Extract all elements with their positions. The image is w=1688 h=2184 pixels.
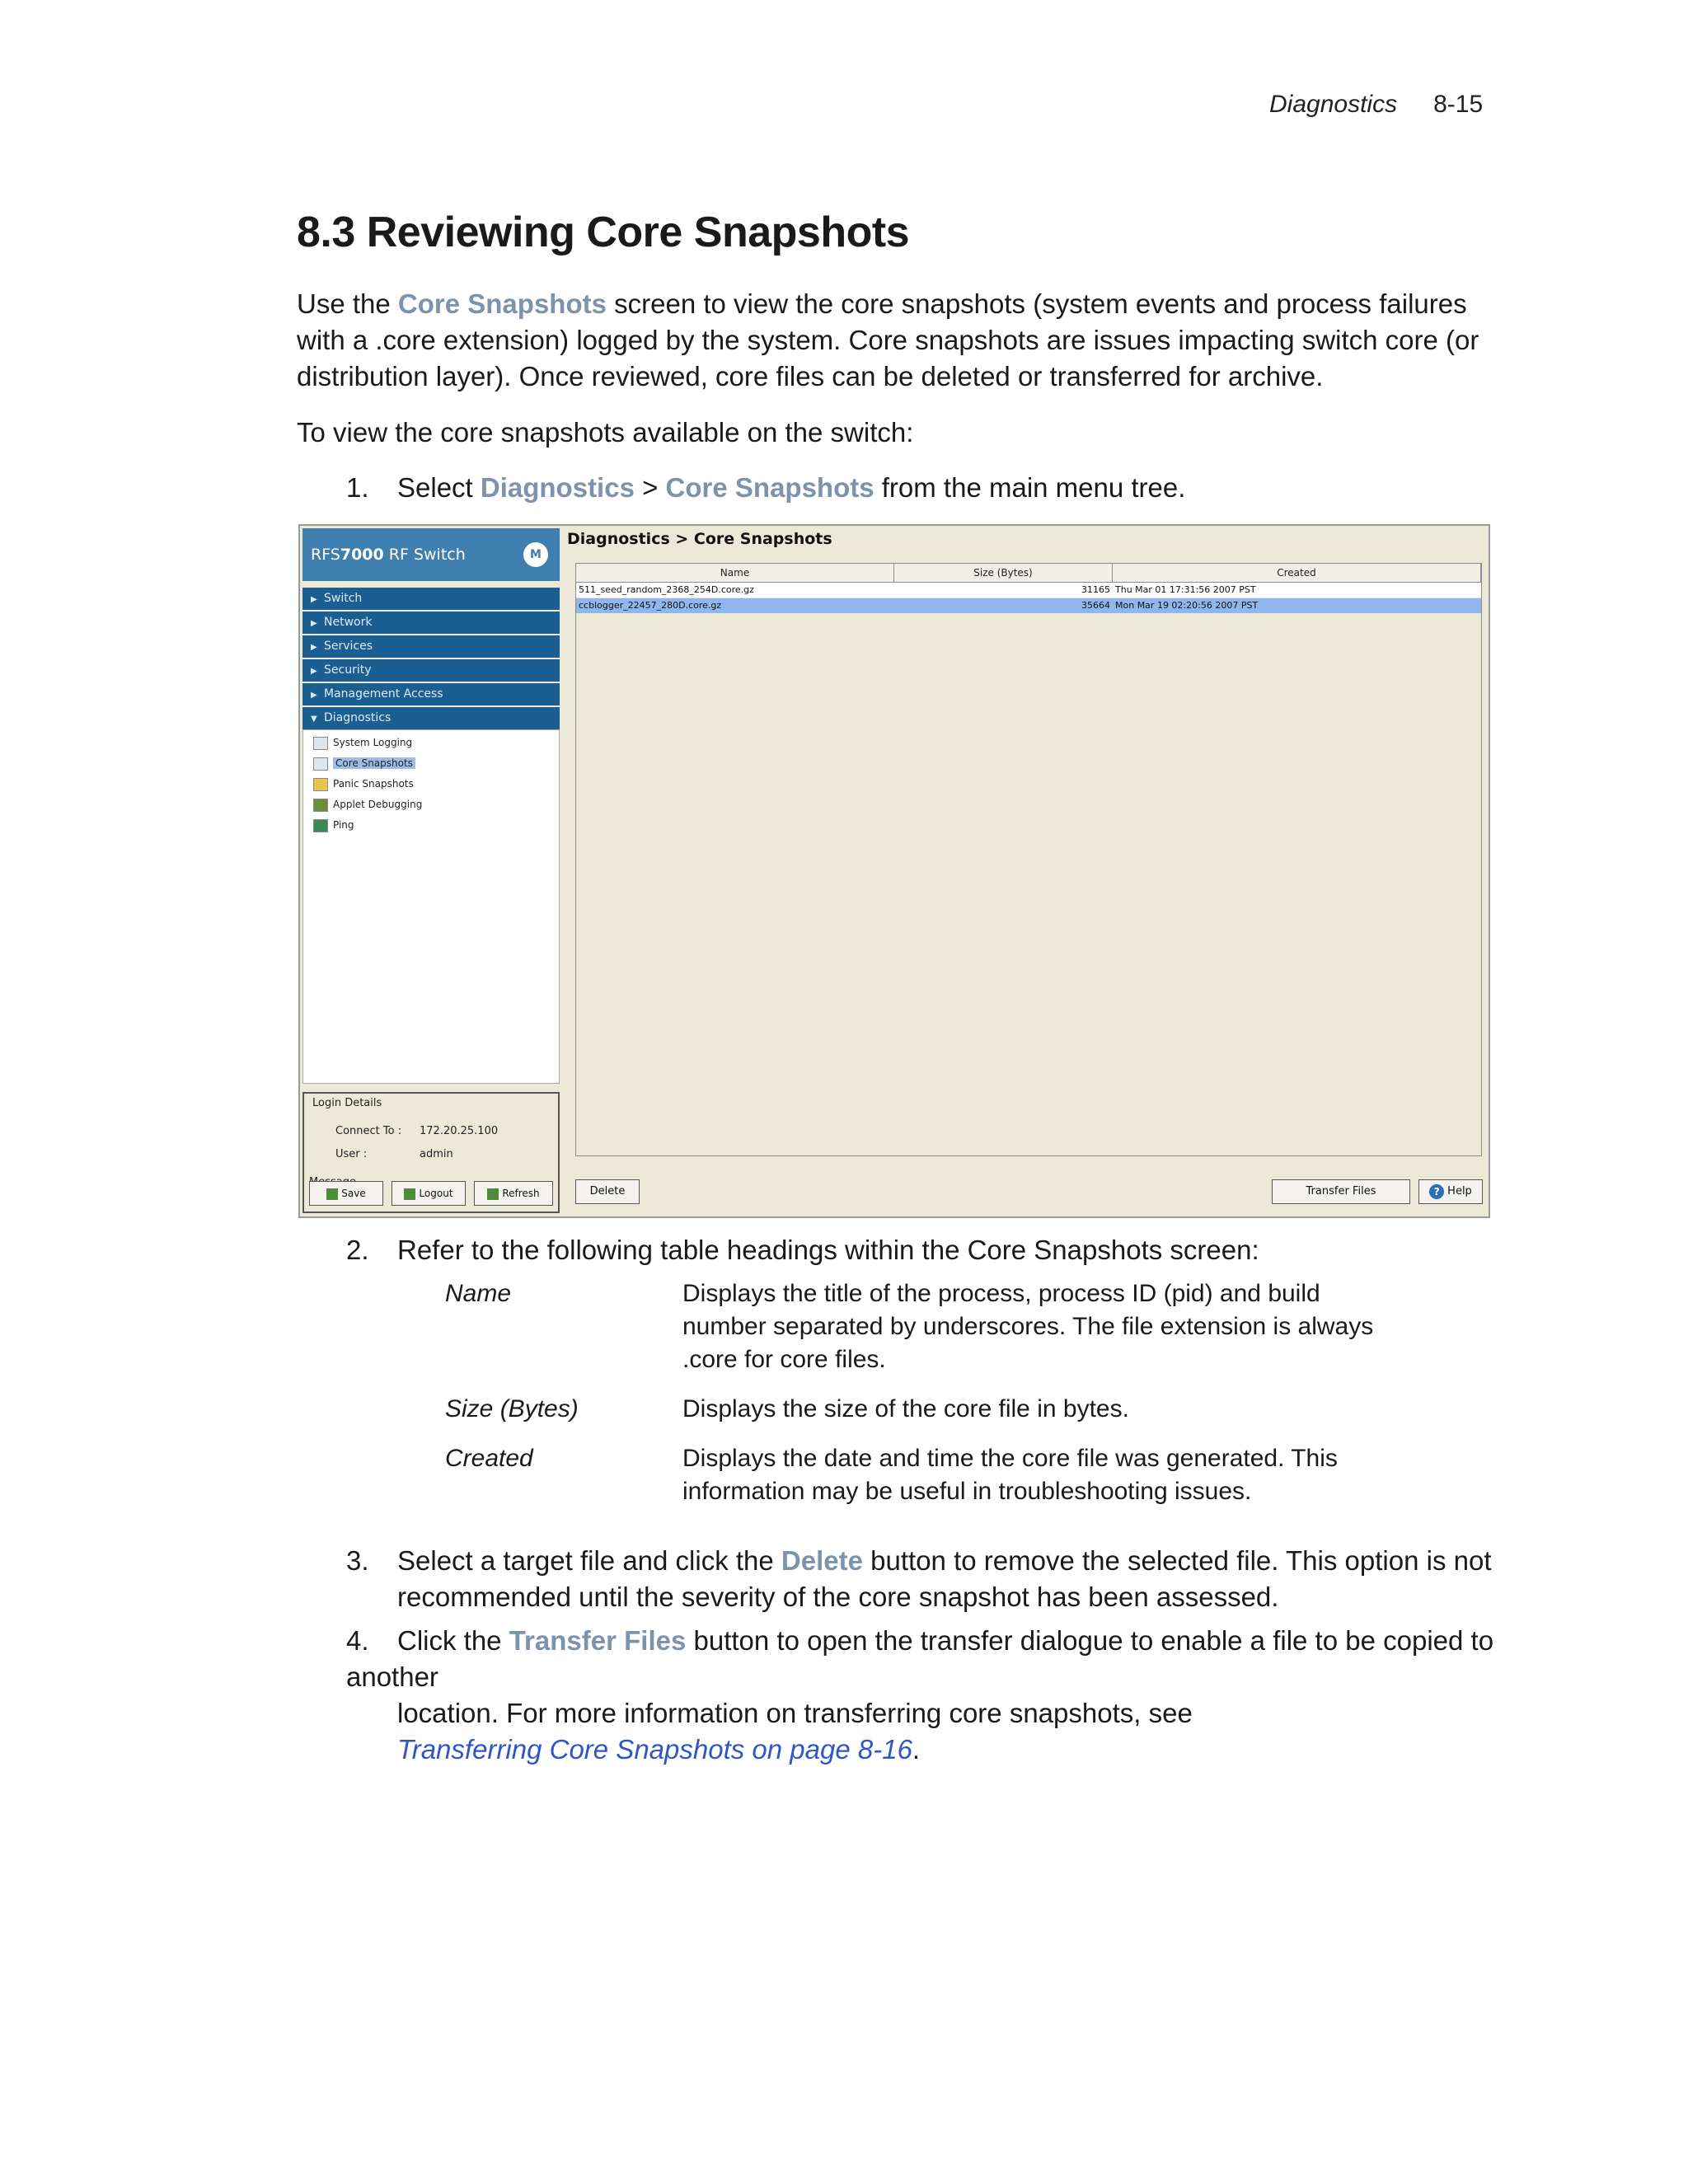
term-name: Name xyxy=(445,1280,512,1307)
content-panel xyxy=(565,528,1487,1213)
brand-model: 7000 xyxy=(340,546,384,564)
column-header-name[interactable]: Name xyxy=(576,564,894,582)
cell-created: Thu Mar 01 17:31:56 2007 PST xyxy=(1115,584,1256,595)
column-header-size[interactable]: Size (Bytes) xyxy=(894,564,1113,582)
step-1 xyxy=(346,470,1500,506)
step-text: Refer to the following table headings within the Core Snapshots screen: xyxy=(397,1235,1259,1265)
refresh-icon xyxy=(487,1188,499,1200)
menu-label: Diagnostics xyxy=(324,711,392,724)
connect-to-value: 172.20.25.100 xyxy=(420,1125,499,1137)
left-panel xyxy=(302,528,560,1213)
step-2 xyxy=(346,1232,1500,1268)
help-button[interactable] xyxy=(1418,1179,1483,1204)
desc-size: Displays the size of the core file in bytes. xyxy=(682,1395,1129,1422)
term-created: Created xyxy=(445,1445,533,1472)
tree-label: Applet Debugging xyxy=(333,799,423,810)
brand-prefix: RFS xyxy=(311,546,340,564)
tree-item-core-snapshots[interactable] xyxy=(313,754,415,772)
core-snapshots-ref: Core Snapshots xyxy=(397,288,607,319)
step-3 xyxy=(346,1543,1500,1615)
tree-item-applet-debugging[interactable] xyxy=(313,795,422,813)
step-text: Select xyxy=(397,472,481,503)
menu-label: Security xyxy=(324,663,372,677)
brand-bar xyxy=(302,528,560,581)
step-continuation: location. For more information on transferring core snapshots, see xyxy=(397,1698,1193,1728)
delete-button[interactable]: Delete xyxy=(575,1179,640,1204)
menu-item-network[interactable] xyxy=(302,612,560,634)
tree-label: System Logging xyxy=(333,737,413,748)
main-menu xyxy=(302,588,560,731)
menu-item-management-access[interactable] xyxy=(302,683,560,705)
desc-created: Displays the date and time the core file was generated. This information may be useful in troubleshooting issues. xyxy=(682,1445,1338,1505)
running-header xyxy=(1269,91,1483,119)
motorola-logo-icon: M xyxy=(523,542,548,567)
menu-item-services[interactable] xyxy=(302,635,560,658)
core-snapshots-ref: Core Snapshots xyxy=(665,472,874,503)
user-value: admin xyxy=(420,1148,453,1160)
header-section: Diagnostics xyxy=(1269,91,1398,118)
step-text-rest: from the main menu tree. xyxy=(874,472,1186,503)
step-4 xyxy=(346,1623,1500,1768)
step-text: Select a target file and click the xyxy=(397,1545,781,1576)
debug-icon xyxy=(313,799,328,812)
diagnostics-ref: Diagnostics xyxy=(480,472,635,503)
table-header xyxy=(576,564,1481,583)
cross-reference-link[interactable]: Transferring Core Snapshots on page 8-16 xyxy=(397,1734,912,1765)
expand-arrow-icon: ▶ xyxy=(311,595,317,604)
step-continuation: recommended until the severity of the core snapshot has been assessed. xyxy=(397,1582,1279,1612)
table-row[interactable] xyxy=(576,583,1481,598)
menu-label: Services xyxy=(324,640,373,653)
expand-arrow-icon: ▶ xyxy=(311,619,317,628)
expand-arrow-icon: ▶ xyxy=(311,691,317,700)
cell-created: Mon Mar 19 02:20:56 2007 PST xyxy=(1115,600,1259,611)
menu-item-security[interactable] xyxy=(302,659,560,682)
diagnostics-tree xyxy=(302,729,560,1084)
intro-text-rest: screen to view the core snapshots (system events and process failures with a .core extension) logged by the system. Core snapshots are issues impacting switch core (or distribution layer). Once reviewed, core files can be deleted or transferred for archive. xyxy=(297,288,1479,391)
tree-item-system-logging[interactable] xyxy=(313,733,412,752)
menu-item-switch[interactable] xyxy=(302,588,560,610)
intro-paragraph xyxy=(297,286,1492,395)
step-text-rest: button to open the transfer dialogue to enable a file to be copied to another xyxy=(346,1625,1494,1692)
ping-icon xyxy=(313,819,328,832)
lock-icon xyxy=(313,778,328,791)
collapse-arrow-icon: ▼ xyxy=(311,715,317,724)
app-screenshot xyxy=(298,524,1490,1218)
expand-arrow-icon: ▶ xyxy=(311,667,317,676)
step-number: 3. xyxy=(346,1545,369,1576)
help-icon: ? xyxy=(1429,1184,1444,1199)
save-label: Save xyxy=(341,1188,366,1199)
cell-name: ccblogger_22457_280D.core.gz xyxy=(579,600,722,611)
step-number: 2. xyxy=(346,1235,369,1265)
term-size: Size (Bytes) xyxy=(445,1395,579,1422)
step-number: 4. xyxy=(346,1625,369,1656)
user-label: User : xyxy=(335,1148,368,1160)
cell-name: 511_seed_random_2368_254D.core.gz xyxy=(579,584,754,595)
delete-ref: Delete xyxy=(781,1545,863,1576)
transfer-files-ref: Transfer Files xyxy=(509,1625,687,1656)
refresh-label: Refresh xyxy=(502,1188,540,1199)
save-button[interactable] xyxy=(309,1181,383,1206)
transfer-files-button[interactable]: Transfer Files xyxy=(1272,1179,1410,1204)
cell-size: 35664 xyxy=(1081,600,1110,611)
logout-icon xyxy=(404,1188,415,1200)
cross-reference-line xyxy=(397,1732,1500,1768)
menu-label: Network xyxy=(324,616,373,629)
left-button-bar xyxy=(309,1181,556,1206)
lead-paragraph: To view the core snapshots available on the switch: xyxy=(297,417,914,448)
panel-title: Diagnostics > Core Snapshots xyxy=(567,530,832,548)
login-details-title: Login Details xyxy=(312,1097,382,1109)
page-number: 8-15 xyxy=(1433,91,1484,118)
tree-item-ping[interactable] xyxy=(313,816,354,834)
brand-suffix: RF Switch xyxy=(383,546,466,564)
menu-label: Switch xyxy=(324,592,363,605)
help-label: Help xyxy=(1447,1185,1472,1197)
step-text: Click the xyxy=(397,1625,509,1656)
document-icon xyxy=(313,737,328,750)
intro-text: Use the xyxy=(297,288,398,319)
table-row-selected[interactable] xyxy=(576,598,1481,613)
menu-item-diagnostics[interactable] xyxy=(302,707,560,729)
tree-label: Core Snapshots xyxy=(333,757,415,769)
cell-size: 31165 xyxy=(1081,584,1110,595)
period: . xyxy=(912,1734,921,1765)
refresh-button[interactable] xyxy=(474,1181,553,1206)
tree-label: Panic Snapshots xyxy=(333,778,414,790)
logout-label: Logout xyxy=(419,1188,453,1199)
section-title: 8.3 Reviewing Core Snapshots xyxy=(297,209,910,256)
column-header-created[interactable]: Created xyxy=(1113,564,1481,582)
core-snapshots-table xyxy=(575,563,1482,1156)
step-number: 1. xyxy=(346,472,369,503)
menu-label: Management Access xyxy=(324,687,443,701)
step-text-rest: button to remove the selected file. This option is not xyxy=(862,1545,1492,1576)
logout-button[interactable] xyxy=(392,1181,466,1206)
connect-to-label: Connect To : xyxy=(335,1125,402,1137)
document-icon xyxy=(313,757,328,771)
tree-label: Ping xyxy=(333,819,354,831)
step-separator: > xyxy=(634,472,666,503)
desc-name: Displays the title of the process, process ID (pid) and build number separated by underscores. The file extension is always .core for core files. xyxy=(682,1280,1374,1373)
tree-item-panic-snapshots[interactable] xyxy=(313,775,414,793)
expand-arrow-icon: ▶ xyxy=(311,643,317,652)
save-icon xyxy=(326,1188,338,1200)
